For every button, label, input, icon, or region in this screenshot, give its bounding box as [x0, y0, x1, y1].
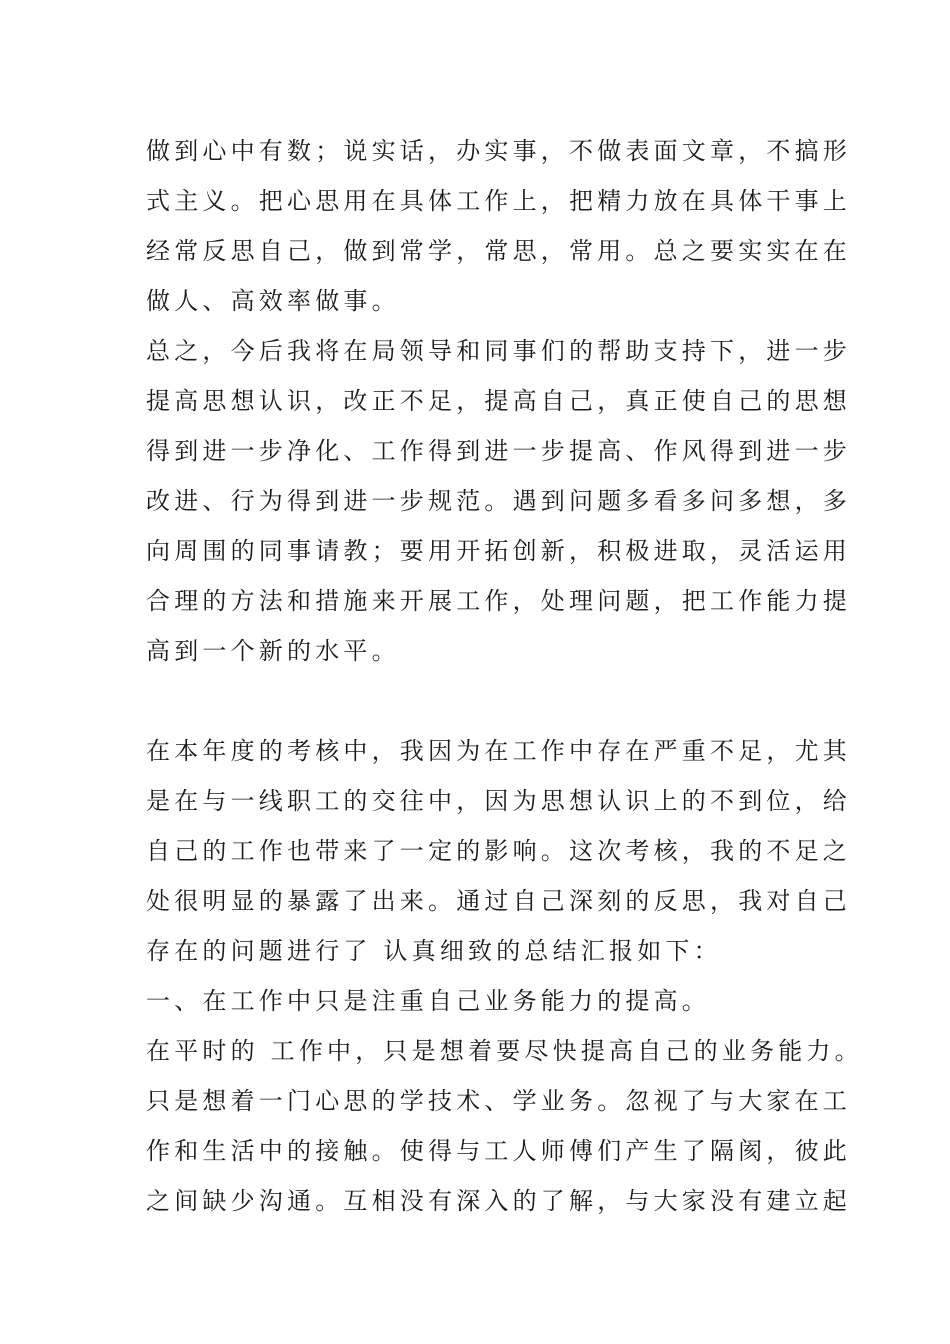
text-line: 得到进一步净化、工作得到进一步提高、作风得到进一步 [146, 437, 851, 465]
text-line: 在本年度的考核中，我因为在工作中存在严重不足，尤其 [146, 737, 851, 765]
text-line: 做到心中有数；说实话，办实事，不做表面文章，不搞形 [146, 137, 851, 165]
text-line: 经常反思自己，做到常学，常思，常用。总之要实实在在 [146, 237, 851, 265]
text-line: 总之，今后我将在局领导和同事们的帮助支持下，进一步 [146, 337, 851, 365]
text-line: 作和生活中的接触。使得与工人师傅们产生了隔阂，彼此 [146, 1137, 851, 1165]
text-line: 做人、高效率做事。 [146, 287, 400, 315]
text-line: 是在与一线职工的交往中，因为思想认识上的不到位，给 [146, 787, 851, 815]
text-line: 自己的工作也带来了一定的影响。这次考核，我的不足之 [146, 837, 851, 865]
text-line: 在平时的 工作中，只是想着要尽快提高自己的业务能力。 [146, 1037, 863, 1065]
text-line: 存在的问题进行了 认真细致的总结汇报如下： [146, 937, 722, 965]
text-line: 改进、行为得到进一步规范。遇到问题多看多问多想，多 [146, 487, 851, 515]
text-line: 之间缺少沟通。互相没有深入的了解，与大家没有建立起 [146, 1187, 851, 1215]
text-line: 合理的方法和措施来开展工作，处理问题，把工作能力提 [146, 587, 851, 615]
section-heading: 一、在工作中只是注重自己业务能力的提高。 [146, 987, 710, 1015]
text-line: 提高思想认识，改正不足，提高自己，真正使自己的思想 [146, 387, 851, 415]
text-line: 式主义。把心思用在具体工作上，把精力放在具体干事上 [146, 187, 851, 215]
text-line: 向周围的同事请教；要用开拓创新，积极进取，灵活运用 [146, 537, 851, 565]
text-line: 高到一个新的水平。 [146, 637, 400, 665]
text-line: 只是想着一门心思的学技术、学业务。忽视了与大家在工 [146, 1087, 851, 1115]
text-line: 处很明显的暴露了出来。通过自己深刻的反思，我对自己 [146, 887, 851, 915]
